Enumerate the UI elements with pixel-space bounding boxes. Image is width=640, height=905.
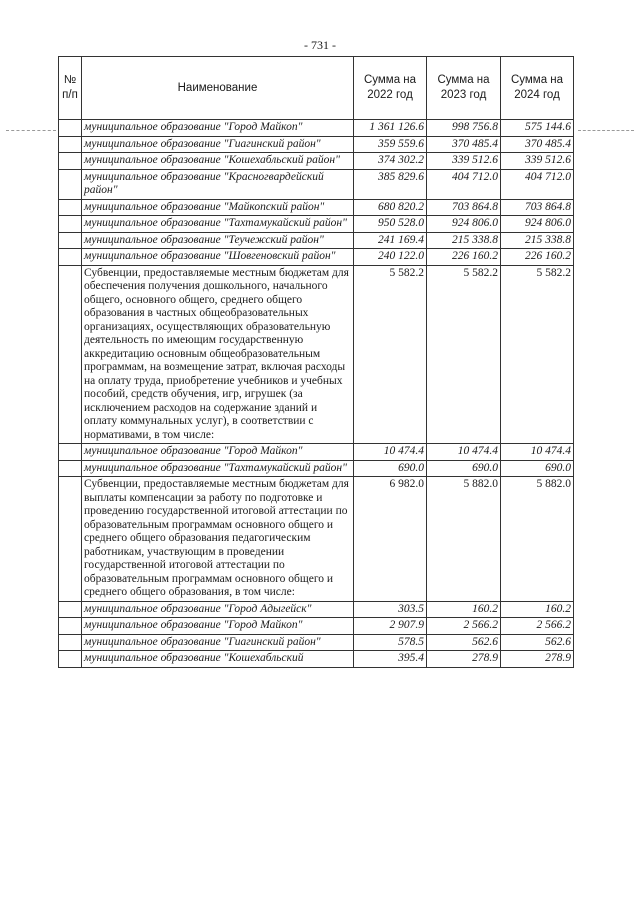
row-number-cell [59, 120, 82, 137]
amount-2023: 10 474.4 [427, 444, 501, 461]
amount-2023: 562.6 [427, 634, 501, 651]
row-name: муниципальное образование "Гиагинский район" [82, 634, 354, 651]
row-name: муниципальное образование "Тахтамукайский район" [82, 460, 354, 477]
row-number-cell [59, 601, 82, 618]
row-number-cell [59, 153, 82, 170]
amount-2022: 395.4 [354, 651, 427, 668]
amount-2022: 2 907.9 [354, 618, 427, 635]
header-2023: Сумма на 2023 год [427, 57, 501, 120]
row-number-cell [59, 232, 82, 249]
amount-2023: 998 756.8 [427, 120, 501, 137]
amount-2024: 5 882.0 [501, 477, 574, 602]
amount-2022: 10 474.4 [354, 444, 427, 461]
amount-2023: 226 160.2 [427, 249, 501, 266]
table-header-row [59, 57, 574, 120]
amount-2023: 215 338.8 [427, 232, 501, 249]
row-number-cell [59, 444, 82, 461]
row-name: муниципальное образование "Теучежский район" [82, 232, 354, 249]
amount-2024: 160.2 [501, 601, 574, 618]
row-name: муниципальное образование "Кошехабльский [82, 651, 354, 668]
row-number-cell [59, 169, 82, 199]
row-name: муниципальное образование "Гиагинский район" [82, 136, 354, 153]
amount-2022: 374 302.2 [354, 153, 427, 170]
row-number-cell [59, 634, 82, 651]
table-row-subvention [59, 477, 574, 602]
row-name: муниципальное образование "Город Майкоп" [82, 618, 354, 635]
amount-2023: 404 712.0 [427, 169, 501, 199]
amount-2024: 690.0 [501, 460, 574, 477]
row-number-cell [59, 618, 82, 635]
table-row [59, 120, 574, 137]
amount-2024: 215 338.8 [501, 232, 574, 249]
amount-2024: 10 474.4 [501, 444, 574, 461]
row-name: Субвенции, предоставляемые местным бюджетам для обеспечения получения дошкольного, начального общего, основного общего, среднего общего образования в частных общеобразовательных организациях, осуществляющих образовательную деятельность по имеющим государственную аккредитацию основным общеобразовательным программам, на возмещение затрат, включая расходы на оплату труда, приобретение учебников и учебных пособий, средств обучения, игр, игрушек (за исключением расходов на содержание зданий и оплату коммунальных услуг), в соответствии с нормативами, в том числе: [82, 265, 354, 444]
table-row-subvention [59, 265, 574, 444]
row-name: муниципальное образование "Город Адыгейск" [82, 601, 354, 618]
amount-2023: 924 806.0 [427, 216, 501, 233]
table-row [59, 460, 574, 477]
amount-2022: 241 169.4 [354, 232, 427, 249]
margin-dash-left [6, 130, 56, 131]
table-row [59, 634, 574, 651]
amount-2022: 303.5 [354, 601, 427, 618]
amount-2022: 359 559.6 [354, 136, 427, 153]
amount-2022: 680 820.2 [354, 199, 427, 216]
row-name: муниципальное образование "Шовгеновский район" [82, 249, 354, 266]
amount-2022: 690.0 [354, 460, 427, 477]
row-name: муниципальное образование "Красногвардейский район" [82, 169, 354, 199]
table-row [59, 651, 574, 668]
row-name: Субвенции, предоставляемые местным бюджетам для выплаты компенсации за работу по подготовке и проведению государственной итоговой аттестации по образовательным программам основного общего и среднего общего образования педагогическим работникам, участвующим в проведении государственной итоговой аттестации по образовательным программам основного общего и среднего общего образования, в том числе: [82, 477, 354, 602]
amount-2023: 278.9 [427, 651, 501, 668]
header-num: № п/п [59, 57, 82, 120]
amount-2022: 385 829.6 [354, 169, 427, 199]
amount-2024: 924 806.0 [501, 216, 574, 233]
row-number-cell [59, 216, 82, 233]
table-row [59, 618, 574, 635]
row-number-cell [59, 651, 82, 668]
table-row [59, 249, 574, 266]
amount-2022: 578.5 [354, 634, 427, 651]
header-2022: Сумма на 2022 год [354, 57, 427, 120]
table-body [59, 120, 574, 668]
amount-2022: 950 528.0 [354, 216, 427, 233]
amount-2023: 2 566.2 [427, 618, 501, 635]
amount-2023: 160.2 [427, 601, 501, 618]
amount-2023: 370 485.4 [427, 136, 501, 153]
row-number-cell [59, 477, 82, 602]
table-row [59, 153, 574, 170]
header-name: Наименование [82, 57, 354, 120]
amount-2024: 575 144.6 [501, 120, 574, 137]
margin-dash-right [578, 130, 634, 131]
table-row [59, 169, 574, 199]
amount-2024: 404 712.0 [501, 169, 574, 199]
table-row [59, 216, 574, 233]
page-number: - 731 - [304, 38, 336, 52]
amount-2024: 703 864.8 [501, 199, 574, 216]
amount-2022: 5 582.2 [354, 265, 427, 444]
row-name: муниципальное образование "Город Майкоп" [82, 444, 354, 461]
amount-2024: 226 160.2 [501, 249, 574, 266]
amount-2023: 5 882.0 [427, 477, 501, 602]
table-row [59, 601, 574, 618]
amount-2023: 339 512.6 [427, 153, 501, 170]
row-number-cell [59, 199, 82, 216]
row-name: муниципальное образование "Майкопский район" [82, 199, 354, 216]
amount-2024: 562.6 [501, 634, 574, 651]
amount-2024: 278.9 [501, 651, 574, 668]
table-row [59, 199, 574, 216]
row-number-cell [59, 249, 82, 266]
amount-2024: 339 512.6 [501, 153, 574, 170]
row-number-cell [59, 265, 82, 444]
row-number-cell [59, 136, 82, 153]
budget-table [58, 56, 574, 668]
table-row [59, 136, 574, 153]
row-name: муниципальное образование "Кошехабльский район" [82, 153, 354, 170]
amount-2022: 6 982.0 [354, 477, 427, 602]
amount-2023: 690.0 [427, 460, 501, 477]
row-number-cell [59, 460, 82, 477]
table-row [59, 232, 574, 249]
amount-2024: 370 485.4 [501, 136, 574, 153]
amount-2022: 240 122.0 [354, 249, 427, 266]
row-name: муниципальное образование "Город Майкоп" [82, 120, 354, 137]
row-name: муниципальное образование "Тахтамукайский район" [82, 216, 354, 233]
table-row [59, 444, 574, 461]
amount-2023: 703 864.8 [427, 199, 501, 216]
amount-2022: 1 361 126.6 [354, 120, 427, 137]
header-2024: Сумма на 2024 год [501, 57, 574, 120]
amount-2024: 5 582.2 [501, 265, 574, 444]
amount-2024: 2 566.2 [501, 618, 574, 635]
amount-2023: 5 582.2 [427, 265, 501, 444]
